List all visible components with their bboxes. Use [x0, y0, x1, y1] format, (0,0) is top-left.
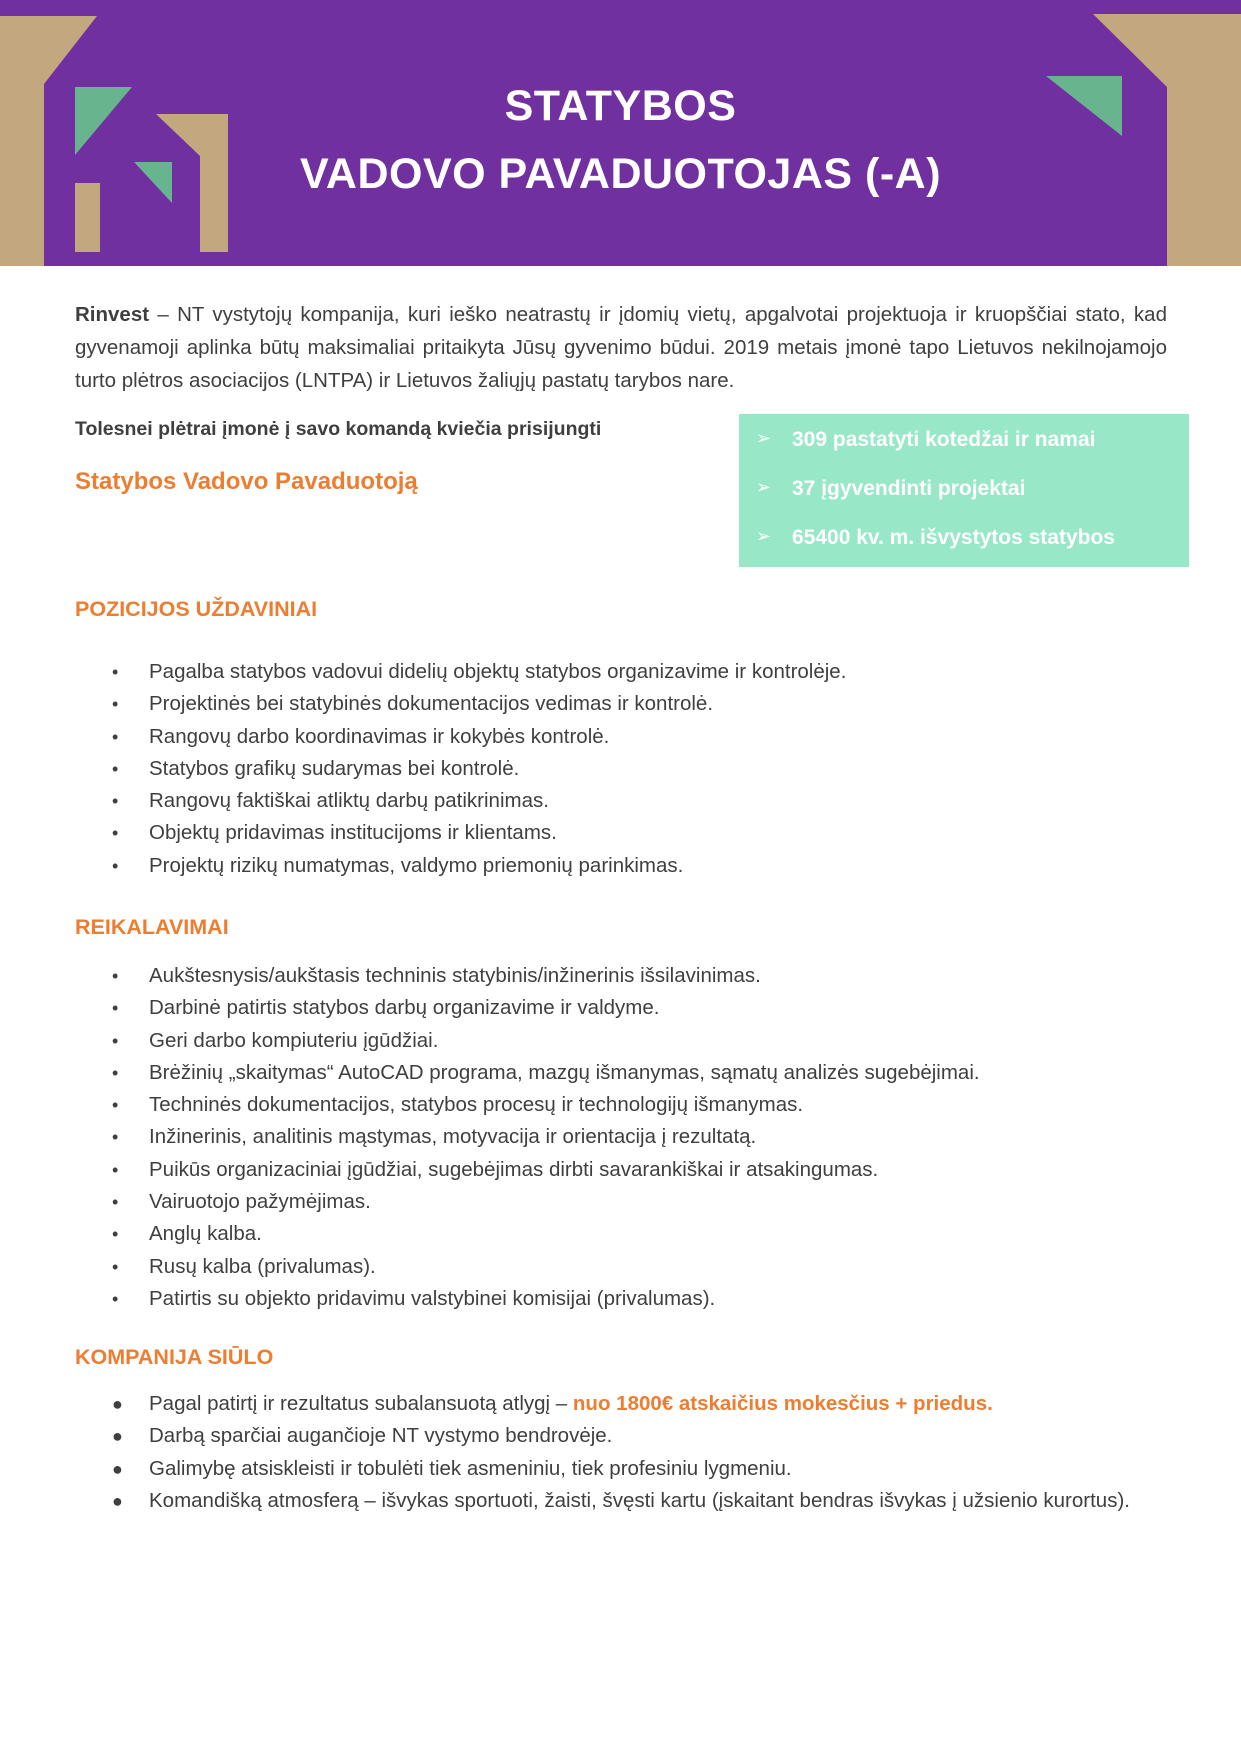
bullet-icon: ● — [112, 1458, 123, 1479]
company-name: Rinvest — [75, 303, 150, 326]
list-item: • Darbinė patirtis statybos darbų organizavime ir valdyme. — [75, 992, 980, 1024]
stat-item — [756, 526, 1115, 550]
list-item: ● Galimybę atsiskleisti ir tobulėti tiek asmeniniu, tiek profesiniu lygmeniu. — [75, 1453, 1130, 1485]
bullet-icon: ● — [112, 1490, 123, 1511]
bullet-icon: • — [112, 1095, 119, 1116]
list-item: • Patirtis su objekto pridavimu valstybinei komisijai (privalumas). — [75, 1283, 980, 1315]
intro-text: – NT vystytojų kompanija, kuri ieško neatrastų ir įdomių vietų, apgalvotai projektuoja ir kruopščiai stato, kad gyvenamoji aplinka būtų maksimaliai pritaikyta Jūsų gyvenimo būdui. 2019 metais įmonė tapo Lietuvos nekilnojamojo turto plėtros asociacijos (LNTPA) ir Lietuvos žaliųjų pastatų tarybos nare. — [75, 303, 1167, 392]
stat-text: 65400 kv. m. išvystytos statybos — [792, 526, 1115, 549]
stat-text: 309 pastatyti kotedžai ir namai — [792, 428, 1096, 451]
header-banner — [0, 0, 1241, 266]
intro-paragraph — [75, 298, 1167, 397]
list-item: • Vairuotojo pažymėjimas. — [75, 1186, 980, 1218]
bullet-icon: • — [112, 662, 119, 682]
list-item: • Objektų pridavimas institucijoms ir klientams. — [75, 817, 846, 849]
list-item: • Rangovų darbo koordinavimas ir kokybės kontrolė. — [75, 721, 846, 753]
list-item: ● Komandišką atmosferą – išvykas sportuoti, žaisti, švęsti kartu (įskaitant bendras išvykas į užsienio kurortus). — [75, 1485, 1130, 1517]
list-item: • Rusų kalba (privalumas). — [75, 1251, 980, 1283]
bullet-icon: • — [112, 1127, 119, 1148]
section-title-offer: KOMPANIJA SIŪLO — [75, 1345, 274, 1369]
list-item: • Geri darbo kompiuteriu įgūdžiai. — [75, 1025, 980, 1057]
list-item: • Projektinės bei statybinės dokumentacijos vedimas ir kontrolė. — [75, 688, 846, 720]
salary-highlight: nuo 1800€ atskaičius mokesčius + priedus. — [572, 1392, 993, 1415]
list-item: • Statybos grafikų sudarymas bei kontrolė. — [75, 753, 846, 785]
bullet-icon: • — [112, 1288, 119, 1309]
bullet-icon: • — [112, 998, 119, 1019]
position-name: Statybos Vadovo Pavaduotoją — [75, 468, 418, 495]
bullet-icon: • — [112, 966, 119, 986]
bullet-icon: ● — [112, 1394, 123, 1414]
bullet-icon: • — [112, 726, 119, 747]
list-item: • Pagalba statybos vadovui didelių objektų statybos organizavime ir kontrolėje. — [75, 656, 846, 688]
bullet-icon: • — [112, 1256, 119, 1277]
bullet-icon: • — [112, 1030, 119, 1051]
list-item: • Rangovų faktiškai atliktų darbų patikrinimas. — [75, 785, 846, 817]
list-item: ● Pagal patirtį ir rezultatus subalansuotą atlygį – nuo 1800€ atskaičius mokesčius + priedus. — [75, 1388, 1130, 1420]
list-item: • Anglų kalba. — [75, 1218, 980, 1250]
list-item: • Techninės dokumentacijos, statybos procesų ir technologijų išmanymas. — [75, 1089, 980, 1121]
stat-item — [756, 477, 1026, 501]
list-item: • Projektų rizikų numatymas, valdymo priemonių parinkimas. — [75, 850, 846, 882]
arrowhead-bullet-icon: ➢ — [756, 477, 772, 497]
bullet-icon: • — [112, 758, 119, 779]
page-title-line-2: VADOVO PAVADUOTOJAS (-A) — [299, 150, 942, 198]
invite-text: Tolesnei plėtrai įmonė į savo komandą kviečia prisijungti — [75, 418, 602, 440]
section-title-tasks: POZICIJOS UŽDAVINIAI — [75, 597, 318, 621]
bullet-icon: • — [112, 823, 119, 844]
section-title-requirements: REIKALAVIMAI — [75, 915, 229, 939]
bullet-icon: • — [112, 1159, 119, 1180]
stat-item — [756, 428, 1096, 452]
bullet-icon: • — [112, 1062, 119, 1083]
tasks-list — [75, 656, 846, 882]
list-item: • Puikūs organizaciniai įgūdžiai, sugebėjimas dirbti savarankiškai ir atsakingumas. — [75, 1154, 980, 1186]
stat-text: 37 įgyvendinti projektai — [792, 477, 1026, 500]
bullet-icon: • — [112, 1192, 119, 1213]
bullet-icon: • — [112, 855, 119, 876]
right-tan-frame — [1093, 14, 1241, 266]
arrowhead-bullet-icon: ➢ — [756, 526, 772, 546]
list-item: ● Darbą sparčiai augančioje NT vystymo bendrovėje. — [75, 1420, 1130, 1452]
list-item: • Aukštesnysis/aukštasis techninis statybinis/inžinerinis išsilavinimas. — [75, 960, 980, 992]
bullet-icon: • — [112, 694, 119, 715]
bullet-icon: ● — [112, 1426, 123, 1447]
page-title-line-1: STATYBOS — [504, 82, 737, 130]
list-item: • Inžinerinis, analitinis mąstymas, motyvacija ir orientacija į rezultatą. — [75, 1121, 980, 1153]
list-item: • Brėžinių „skaitymas“ AutoCAD programa, mazgų išmanymas, sąmatų analizės sugebėjimai. — [75, 1057, 980, 1089]
requirements-list — [75, 960, 980, 1315]
bullet-icon: • — [112, 791, 119, 812]
arrowhead-bullet-icon: ➢ — [756, 428, 772, 448]
bullet-icon: • — [112, 1224, 119, 1245]
decorative-logo-shapes — [0, 0, 1241, 266]
offer-list — [75, 1388, 1130, 1517]
stats-box — [739, 414, 1189, 567]
